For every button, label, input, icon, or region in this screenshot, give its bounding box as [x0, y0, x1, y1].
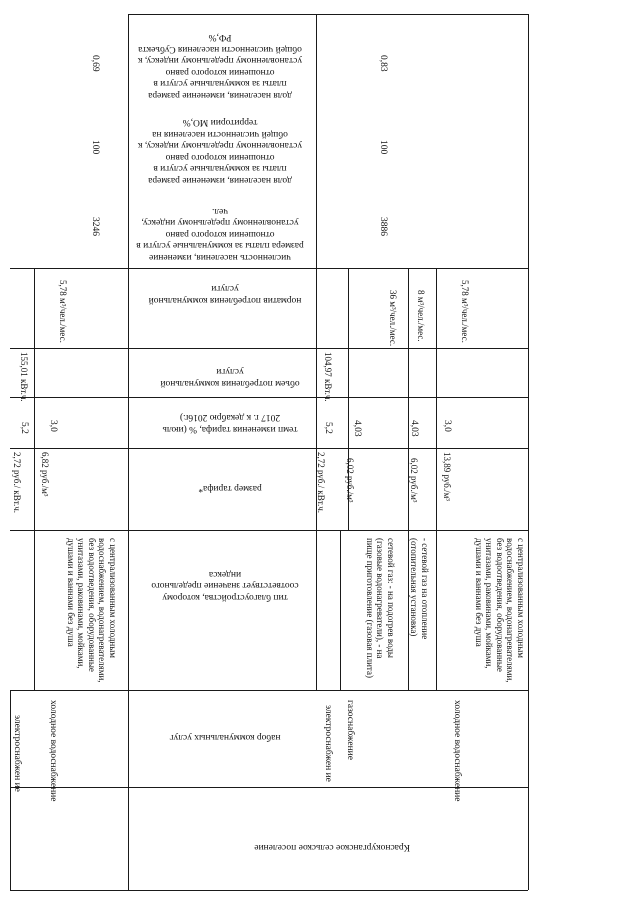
bottom-share-subject: 0,83 [378, 55, 388, 72]
header-improvement-type: тип благоустройства, которому соответствует значение предельного индекса [151, 569, 299, 602]
table-line [316, 14, 317, 690]
bottom-cold-water-norm: 5,78 м³/чел./мес. [460, 280, 470, 343]
bottom-cold-water-type: с централизованным холодным водоснабжением, водонагревателями, без водоотведения, оборудованные унитазами, раковинами, мойками, душами и ваннами без душа [474, 538, 526, 683]
top-cold-water-norm: 5,78 м³/чел./мес. [58, 280, 68, 343]
bottom-gas-tariff-b: 6,02 руб./м³ [409, 458, 419, 503]
header-consumption-volume: объем потребления коммунальной услуги [160, 366, 300, 388]
table-line [10, 890, 528, 891]
bottom-electricity-volume: 104,97 кВт.ч. [323, 352, 333, 402]
table-line [10, 397, 528, 398]
bottom-electricity-growth: 5,2 [323, 422, 333, 434]
table-line [34, 268, 35, 690]
table-line [340, 530, 341, 690]
table-line [10, 530, 528, 531]
bottom-population: 3886 [378, 217, 388, 236]
header-share-subject: доля населения, изменение размера платы за коммунальные услуги в отношении которого равно установленному предельному индексу, к общей численности населения Субъекта РФ,% [137, 32, 303, 100]
header-share-mo: доля населения, изменение размера платы за коммунальные услуги в отношении которого равно установленному предельному индексу, к общей численности населения на территории МО,% [137, 117, 303, 185]
table-line [10, 268, 528, 269]
bottom-electricity-tariff: 2,72 руб./ кВт.ч. [316, 452, 326, 514]
header-population: численность населения, изменение размера платы за коммунальные услуги в отношении которого равно установленному предельному индексу, чел. [136, 206, 304, 262]
bottom-gas-growth-b: 4,03 [409, 420, 419, 437]
bottom-electricity-service: электроснабжен ие [323, 705, 333, 782]
top-electricity-volume: 155,01 кВт.ч. [19, 352, 29, 402]
top-cold-water-service: холодное водоснабжение [48, 700, 58, 802]
bottom-cold-water-tariff: 13,89 руб./м³ [442, 452, 452, 501]
top-cold-water-growth: 3,0 [48, 420, 58, 432]
table-line [128, 14, 129, 890]
bottom-cold-water-growth: 3,0 [442, 420, 452, 432]
top-electricity-growth: 5,2 [19, 422, 29, 434]
bottom-gas-type-a: сетевой газ: - на подогрев воды (газовые водонагреватели), - на пище приготовление (газовая плита) [365, 538, 396, 678]
top-share-subject: 0,69 [90, 55, 100, 72]
top-electricity-service: электроснабжен ие [12, 715, 22, 792]
bottom-share-mo: 100 [378, 140, 388, 155]
header-consumption-norm: норматив потребления коммунальной услуги [148, 283, 302, 305]
bottom-cold-water-service: холодное водоснабжение [452, 700, 462, 802]
table-line [10, 690, 528, 691]
top-electricity-tariff: 2,72 руб./ кВт.ч. [12, 452, 22, 514]
top-share-mo: 100 [90, 140, 100, 155]
table-line [436, 268, 437, 690]
bottom-gas-norm-b: 8 м³/чел./мес. [416, 290, 426, 342]
table-line [10, 448, 528, 449]
top-population: 3246 [90, 217, 100, 236]
bottom-gas-service: газоснабжение [345, 700, 355, 760]
top-cold-water-tariff: 6,82 руб./м³ [40, 452, 50, 497]
settlement-name: Краснокурганское сельское поселение [254, 842, 410, 852]
bottom-gas-growth-a: 4,03 [352, 420, 362, 437]
table-line [528, 14, 529, 890]
header-tariff-growth: темп изменения тарифа, % (июль 2017 г. к декабрю 2016г.) [162, 412, 298, 434]
bottom-gas-type-b: - сетевой газ на отопление (отопительная установка) [409, 538, 430, 640]
bottom-gas-tariff-a: 6,02 руб./м³ [345, 458, 355, 503]
header-service-set: набор коммунальных услуг [169, 732, 281, 742]
table-line [10, 348, 528, 349]
header-tariff-size: размер тарифа* [198, 483, 262, 493]
bottom-gas-norm-a1: 36 м³/чел./мес. [388, 290, 398, 347]
table-line [128, 14, 528, 15]
top-cold-water-type: с централизованным холодным водоснабжением, водонагревателями, без водоотведения, оборудованные унитазами, раковинами, мойками, душами и ваннами без душа [66, 538, 118, 683]
